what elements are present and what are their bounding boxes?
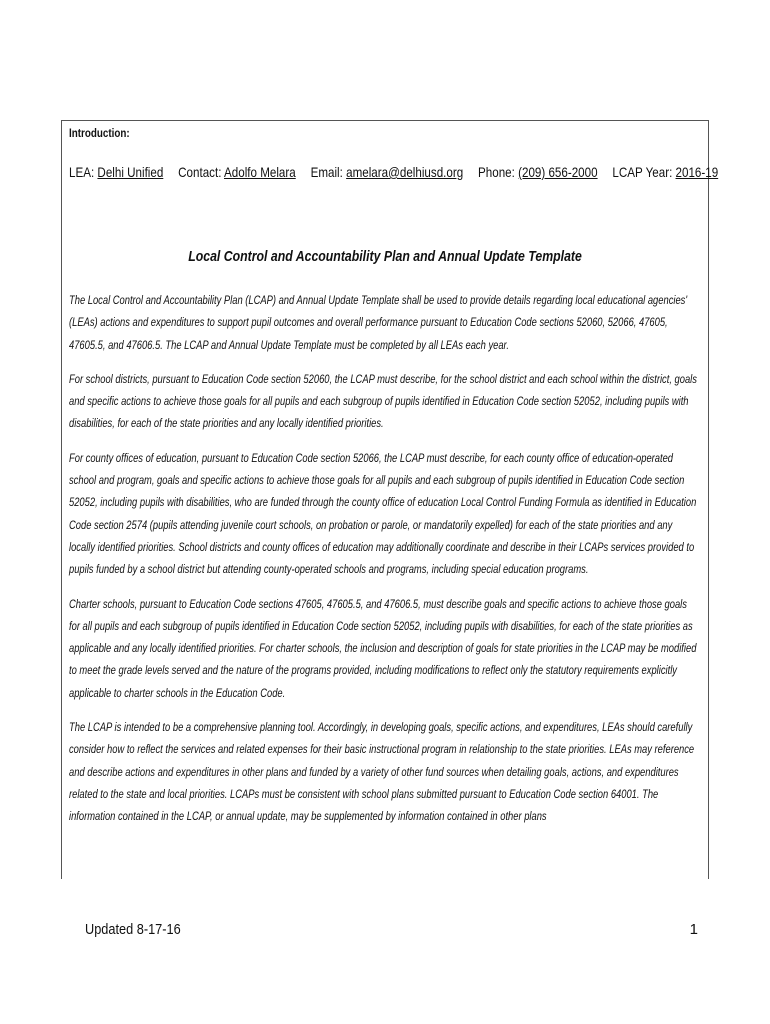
document-title-text: Local Control and Accountability Plan and Annual Update Template xyxy=(188,248,582,265)
paragraph: Charter schools, pursuant to Education Code sections 47605, 47605.5, and 47606.5, must describe goals and specific actions to achieve those goals for all pupils and each subgroup of pupils identified in Education Code section 52052, including pupils with disabilities, for each of the state priorities as applicable and any locally identified priorities. For charter schools, the inclusion and description of goals for state priorities in the LCAP may be modified to meet the grade levels served and the nature of the programs provided, including modifications to reflect only the statutory requirements explicitly applicable to charter schools in the Education Code. xyxy=(69,598,697,700)
lcap-year-value: 2016-19 xyxy=(675,164,719,180)
document-title xyxy=(0,248,770,265)
phone-value: (209) 656-2000 xyxy=(518,164,598,180)
contact-value: Adolfo Melara xyxy=(224,164,296,180)
introduction-label: Introduction: xyxy=(69,126,130,140)
document-body xyxy=(69,290,698,841)
paragraph: The Local Control and Accountability Plan (LCAP) and Annual Update Template shall be used to provide details regarding local educational agencies' (LEAs) actions and expenditures to support pupil outcomes and overall performance pursuant to Education Code sections 52060, 52066, 47605, 47605.5, and 47606.5. The LCAP and Annual Update Template must be completed by all LEAs each year. xyxy=(69,295,688,352)
footer-page-number: 1 xyxy=(689,921,698,938)
contact-info-line xyxy=(69,164,718,180)
email-value: amelara@delhiusd.org xyxy=(346,164,464,180)
contact-label: Contact: xyxy=(178,164,222,180)
footer-updated-date: Updated 8-17-16 xyxy=(85,921,181,938)
lea-value: Delhi Unified xyxy=(97,164,164,180)
lea-label: LEA: xyxy=(69,164,95,180)
paragraph: The LCAP is intended to be a comprehensive planning tool. Accordingly, in developing goals, specific actions, and expenditures, LEAs should carefully consider how to reflect the services and related expenses for their basic instructional program in relationship to the state priorities. LEAs may reference and describe actions and expenditures in other plans and funded by a variety of other fund sources when detailing goals, actions, and expenditures related to the state and local priorities. LCAPs must be consistent with school plans submitted pursuant to Education Code section 64001. The information contained in the LCAP, or annual update, may be supplemented by information contained in other plans xyxy=(69,722,695,824)
paragraph: For county offices of education, pursuant to Education Code section 52066, the LCAP must describe, for each county office of education-operated school and program, goals and specific actions to achieve those goals for all pupils and each subgroup of pupils identified in Education Code section 52052, including pupils with disabilities, who are funded through the county office of education Local Control Funding Formula as identified in Education Code section 2574 (pupils attending juvenile court schools, on probation or parole, or mandatorily expelled) for each of the state priorities and any locally identified priorities. School districts and county offices of education may additionally coordinate and describe in their LCAPs services provided to pupils funded by a school district but attending county-operated schools and programs, including special education programs. xyxy=(69,452,697,577)
email-label: Email: xyxy=(310,164,343,180)
lcap-year-label: LCAP Year: xyxy=(612,164,673,180)
phone-label: Phone: xyxy=(478,164,515,180)
paragraph: For school districts, pursuant to Education Code section 52060, the LCAP must describe, for the school district and each school within the district, goals and specific actions to achieve those goals for all pupils and each subgroup of pupils identified in Education Code section 52052, including pupils with disabilities, for each of the state priorities and any locally identified priorities. xyxy=(69,373,697,431)
